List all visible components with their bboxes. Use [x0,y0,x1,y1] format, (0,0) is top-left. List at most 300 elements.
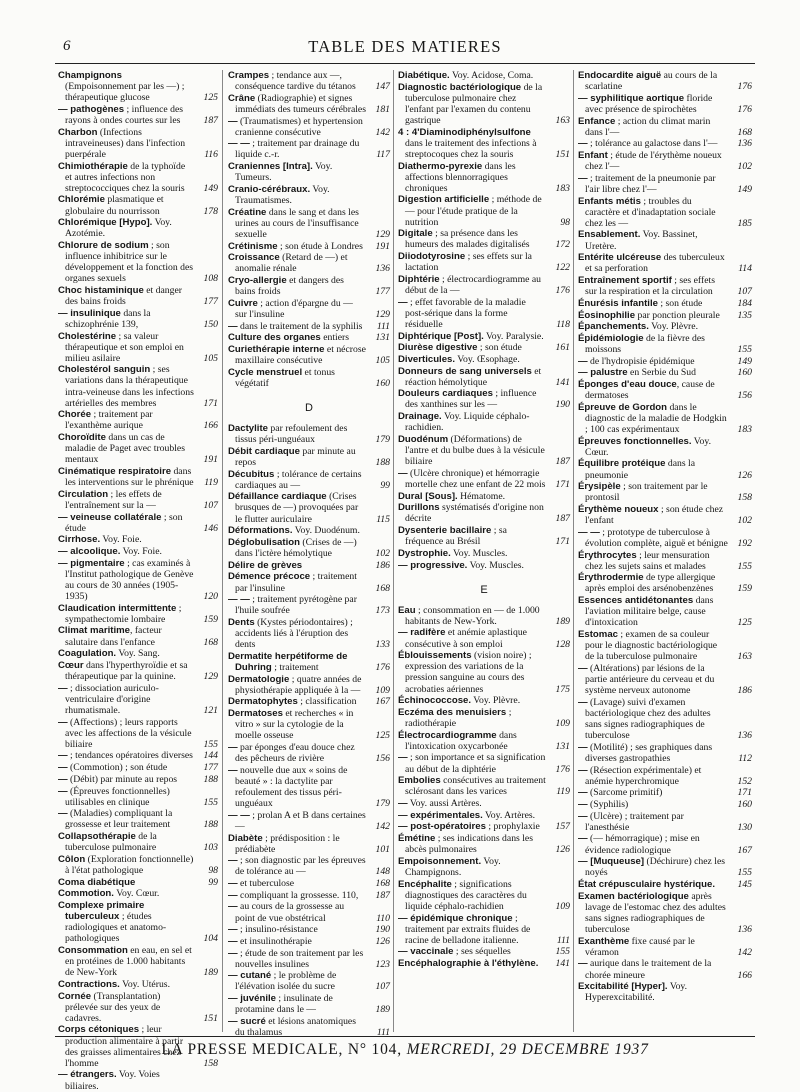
index-description: (Syphilis) [587,799,629,810]
index-entry [398,810,570,821]
index-term: Essences antidétonantes [578,595,694,607]
page-reference: 102 [737,161,752,173]
index-entry [578,833,752,855]
index-term: Excitabilité [Hyper]. [578,981,668,993]
page-reference: 176 [375,661,390,673]
index-entry [578,572,752,594]
index-entry [58,127,218,160]
index-entry [398,548,570,559]
page-reference: 167 [375,696,390,708]
index-description: (Ulcère) ; traitement par l'anesthésie [585,810,684,833]
index-term: Défaillance cardiaque [228,491,327,503]
index-description: de la tuberculose pulmonaire [65,831,157,854]
page-reference: 101 [375,843,390,855]
index-entry [578,936,752,958]
index-description: ; effet favorable de la maladie post-sérique dans la forme résiduelle [405,296,526,330]
page-reference: 175 [555,683,570,695]
page-reference: 136 [737,138,752,150]
page-reference: 142 [375,126,390,138]
index-entry [228,855,390,877]
page-reference: 158 [737,492,752,504]
index-description: Voy. aussi Artères. [407,798,482,810]
index-description: ; influence des xanthines sur les — [405,388,537,411]
index-term: Diagnostic bactériologique [398,81,522,93]
index-term: Dents [228,616,255,628]
index-term: Duodénum [398,433,449,445]
page-reference: 167 [737,844,752,856]
page-reference: 187 [375,889,390,901]
index-description: entiers [320,332,350,344]
index-description: Voy. Bassinet, Uretère. [585,229,698,252]
index-description: ; le problème de l'élévation isolée du sucre [235,970,337,993]
index-term: — sucré [228,1015,266,1027]
index-term: Empoisonnement. [398,855,482,867]
index-term: Délire de grèves [228,559,303,571]
index-column-4 [578,70,752,1032]
index-entry [58,240,218,284]
index-term: Cycle menstruel [228,366,303,378]
index-entry [578,436,752,458]
index-term: Dystrophie. [398,547,451,559]
index-description: (Crises de —) dans l'ictère hémolytique [235,536,357,560]
index-term: — [578,662,588,674]
index-description: plasmatique et globulaire du nourrisson [65,194,164,217]
index-term: — syphilitique aortique [578,92,685,104]
index-description: dans le sang et dans les urines au cours de l'insuffisance sexuelle [235,206,359,240]
index-term: — [228,947,238,959]
page-title: TABLE DES MATIERES [308,37,502,56]
index-term: — pigmentaire [58,557,125,569]
index-description: ; sa valeur thérapeutique et son emploi en milieu asilaire [65,330,184,364]
index-description: (Sarcome primitif) [587,787,663,799]
index-description: ; ses effets sur la lactation [405,251,532,274]
index-term: Énurésis infantile [578,297,658,309]
page-reference: 107 [375,981,390,993]
index-description: (Exploration fonctionnelle) à l'état pathologique [65,853,194,876]
page-reference: 123 [375,958,390,970]
index-term: — [578,833,588,845]
page-reference: 158 [203,1057,218,1069]
index-description: dans les interventions sur le phrénique [65,466,194,489]
index-term: — alcoolique. [58,546,121,558]
index-description: dans l'hyperthyroïdie et sa thérapeutique par la quinine. [65,659,188,683]
index-entry [398,605,570,627]
index-entry [228,948,390,970]
index-term: Érythème noueux [578,504,659,516]
index-entry [228,184,390,206]
index-description: Voy. Plèvre. [471,695,521,707]
page-reference: 128 [555,638,570,650]
index-entry [228,252,390,274]
index-term: Commotion. [58,888,114,900]
index-description: ; tolérance au galactose dans l'— [587,138,718,150]
index-description: et anémie aplastique consécutive à son emploi [405,627,527,650]
index-description: (Commotion) ; son étude [67,762,168,774]
index-term: Enfant [578,150,608,162]
page-reference: 98 [208,864,218,876]
index-entry [578,321,752,332]
index-description: Voy. Azotémie. [65,217,172,240]
index-entry [58,774,218,785]
index-term: Éblouissements [398,650,472,662]
index-description: (Maladies) compliquant la grossesse et leur traitement [65,808,173,831]
index-entry [578,150,752,172]
index-description: Voy. Foie. [120,546,162,558]
page-reference: 173 [375,605,390,617]
index-entry [398,388,570,410]
index-entry [58,648,218,659]
index-entry [228,890,390,901]
index-term: Enfance [578,115,616,127]
index-term: — insulinique [58,307,121,319]
index-term: Examen bactériologique [578,890,689,902]
page-reference: 181 [375,103,390,115]
index-description: Voy. Champignons. [405,855,501,878]
index-term: — [228,764,238,776]
index-term: Cinématique respiratoire [58,466,172,477]
index-term: Culture des organes [228,332,321,344]
index-entry [228,446,390,468]
page-reference: 102 [375,548,390,560]
index-description: ; influence des rayons à ondes courtes sur les [65,103,184,126]
index-term: Dermatophytes [228,696,298,708]
page-reference: 126 [737,469,752,481]
index-description: et tuberculose [237,878,295,890]
index-term: Encéphalographie à l'éthylène. [398,958,539,970]
index-entry [578,196,752,229]
index-column-1 [58,70,218,1092]
index-entry [578,367,752,378]
page-reference: 126 [555,844,570,856]
index-entry [58,808,218,830]
page-reference: 119 [556,786,570,798]
index-entry [228,469,390,491]
page-reference: 152 [737,775,752,787]
index-entry [398,331,570,342]
index-entry [398,468,570,490]
index-term: — cutané [228,970,272,982]
index-term: Craniennes [Intra]. [228,161,313,173]
page-reference: 183 [555,182,570,194]
index-term: — [Muqueuse] [578,856,645,868]
index-description: dans le diagnostic de la maladie de Hodgkin ; 100 cas expérimentaux [585,401,727,435]
index-entry [578,402,752,435]
index-description: par ponction pleurale [635,309,720,321]
index-entry [398,627,570,649]
page-reference: 141 [555,958,570,970]
index-term: Collapsothérapie [58,831,136,843]
index-term: Coagulation. [58,648,117,660]
page-reference: 171 [737,787,752,799]
index-term: Eczéma des menuisiers [398,706,507,718]
index-term: 4 : 4'Diaminodiphénylsulfone [398,126,531,138]
index-entry [578,252,752,274]
index-entry [398,228,570,250]
index-description: et recherches « in vitro » sur la cytologie de la moelle osseuse [235,708,354,742]
page-reference: 187 [555,513,570,525]
index-term: Consommation [58,945,128,956]
index-column-2 [228,70,390,1039]
index-entry [228,696,390,707]
index-term: — [398,296,408,308]
index-term: Érythrocytes [578,549,637,561]
page-reference: 189 [203,967,218,979]
index-term: Crampes [228,70,270,81]
index-description: ; son importance et sa signification au début de la diphtérie [405,752,546,775]
index-term: — [578,787,588,799]
index-entry [58,70,218,103]
index-description: (Lavage) suivi d'examen bactériologique chez des adultes sans signes radiographiques de tuberculose [585,696,711,742]
index-entry [58,762,218,773]
page-reference: 188 [375,456,390,468]
index-entry [228,708,390,741]
index-term: Démence précoce [228,571,311,583]
index-entry [58,660,218,682]
index-description: Voy. Hyperexcitabilité. [585,981,688,1004]
page-reference: 155 [555,946,570,958]
index-term: Exanthème [578,935,630,947]
index-term: — étrangers. [58,1069,117,1081]
page-reference: 168 [375,878,390,890]
index-entry [228,936,390,947]
page-reference: 168 [203,636,218,648]
index-entry [398,366,570,388]
index-description: Voy. Duodénum. [292,525,360,537]
page-reference: 188 [203,819,218,831]
index-description: ; son étude [65,511,183,534]
page-reference: 155 [737,867,752,879]
index-description: des tuberculeux et sa perforation [585,252,725,275]
page-reference: 186 [737,685,752,697]
index-entry [228,617,390,650]
page-reference: 171 [203,397,218,409]
index-description: de type allergique après emploi des arsénobenzènes [585,572,716,595]
index-term: Ensablement. [578,229,641,241]
index-description: (Empoisonnement par les —) ; thérapeutique glucose [65,81,185,104]
index-entry [58,717,218,750]
page-reference: 168 [375,582,390,594]
index-entry [398,411,570,433]
index-term: Climat maritime [58,625,130,637]
index-term: Corps cétoniques [58,1024,140,1036]
index-description: (Épreuves fonctionnelles) utilisables en clinique [65,785,170,808]
index-description: ; traitement [271,661,319,673]
index-term: — [578,810,588,822]
index-entry [398,297,570,330]
index-entry [578,891,752,935]
index-description: Voy. Muscles. [467,559,524,571]
index-description: ; action du climat marin dans l'— [585,115,711,138]
page-reference: 189 [555,615,570,627]
index-description: dans l'aviation militaire belge, cause d'intoxication [585,595,714,629]
index-term: — — [228,809,250,821]
index-entry [578,629,752,662]
index-entry [228,491,390,524]
index-description: ; son traitement par le prontosil [585,481,708,504]
index-term: — [578,741,588,753]
index-term: Éosinophilie [578,309,636,321]
index-entry [228,537,390,559]
index-term: — — [228,594,250,606]
index-description: ; traitement de la pneumonie par l'air libre chez l'— [585,172,716,195]
index-entry [228,810,390,832]
index-term: — [58,682,68,694]
page-reference: 133 [375,639,390,651]
index-term: — [578,355,588,367]
index-description: (Débit) par minute au repos [67,773,178,785]
index-term: Cirrhose. [58,534,101,546]
page-number: 6 [63,38,71,54]
page-reference: 125 [737,617,752,629]
index-description: (vision noire) ; expression des variations de la pression sanguine au cours des acrobaties aériennes [405,650,532,695]
page-reference: 159 [737,583,752,595]
index-entry [58,489,218,511]
index-description: systématisés d'origine non décrite [405,502,544,525]
index-entry [578,663,752,696]
index-term: — [228,741,238,753]
page-reference: 176 [737,81,752,93]
index-entry [228,594,390,616]
index-entry [58,409,218,431]
index-term: Complexe primaire tuberculeux [58,900,145,923]
index-entry [398,82,570,126]
index-description: ; prolan A et B dans certaines — [235,809,366,832]
index-description: Voy. Œsophage. [455,353,520,365]
index-entry [398,798,570,809]
index-entry [578,879,752,890]
index-term: Douleurs cardiaques [398,388,493,400]
index-term: Diabétique. [398,70,450,81]
index-entry [228,993,390,1015]
index-description: ; électrocardiogramme au début de la — [405,273,541,296]
index-description: dans la pneumonie [585,458,696,481]
page-header [55,36,755,58]
index-description: par refoulement des tissus péri-unguéaux [235,423,348,446]
index-entry [228,367,390,389]
index-term: Émétine [398,833,436,845]
index-description: (Traumatismes) et hypertension cranienne consécutive [235,115,363,138]
page-reference: 187 [555,456,570,468]
page-reference: 142 [375,820,390,832]
index-description: de la typhoïde et autres infections non streptococciques chez la souris [65,160,186,194]
index-entry [398,342,570,353]
index-entry [228,765,390,809]
page-reference: 129 [375,228,390,240]
index-term: — [58,785,68,797]
index-entry [578,856,752,878]
index-entry [398,650,570,694]
index-term: Crétinisme [228,240,278,252]
index-description: et insulinothérapie [237,935,312,947]
index-term: Dysenterie bacillaire [398,525,492,537]
index-term: — veineuse collatérale [58,511,162,523]
index-description: et réaction hémolytique [405,365,542,388]
index-entry [228,207,390,240]
index-description: (Déchirure) chez les noyés [585,856,726,879]
index-term: Champignons [58,70,122,81]
page-reference: 148 [375,866,390,878]
index-term: Cranio-cérébraux. [228,183,311,195]
index-entry [228,560,390,571]
index-entry [228,924,390,935]
index-entry [578,697,752,741]
index-description: (Infections intraveineuses) dans l'infection puerpérale [65,126,186,160]
index-entry [58,854,218,876]
index-entry [578,799,752,810]
page-reference: 188 [203,773,218,785]
index-entry [228,571,390,593]
index-description: ; prédisposition : le prédiabète [235,832,340,855]
index-entry [578,527,752,549]
index-entry [228,241,390,252]
page-reference: 187 [203,114,218,126]
index-entry [58,625,218,647]
index-term: Chimiothérapie [58,160,128,172]
index-term: — [578,958,588,970]
index-term: Épidémiologie [578,332,644,344]
index-description: dans les affections blennorragiques chroniques [405,160,516,194]
index-term: Éponges d'eau douce [578,379,677,391]
index-entry [398,946,570,957]
index-term: Chlorémie [58,194,105,206]
index-entry [58,217,218,239]
index-description: ; sa fréquence au Brésil [405,525,507,548]
index-term: Enfants métis [578,195,641,207]
index-entry [578,116,752,138]
index-description: Voy. Traumatismes. [235,183,330,206]
page-reference: 102 [737,515,752,527]
index-entry [228,70,390,92]
index-term: Diverticules. [398,353,456,365]
index-description: (Résection expérimentale) et anémie hyperchromique [585,764,702,787]
page-reference: 98 [560,216,570,228]
index-entry [58,285,218,307]
index-term: — [228,889,238,901]
page-reference: 116 [204,148,218,160]
index-description: et dangers des bains froids [235,275,344,298]
index-term: Embolies [398,775,441,787]
index-description: ; étude de son traitement par les nouvelles insulines [235,947,364,970]
index-entry [578,981,752,1003]
index-entry [398,525,570,547]
header-rule [55,63,755,64]
index-description: Voy. Plèvre. [648,321,698,333]
index-entry [578,787,752,798]
index-description: ; traitement par extraits fluides de racine de belladone italienne. [405,912,531,946]
index-term: Déformations. [228,525,293,537]
page-reference: 105 [375,355,390,367]
page-reference: 186 [375,559,390,571]
index-entry [58,161,218,194]
index-description: Voy. Paralysie. [483,330,544,342]
page-reference: 118 [556,318,570,330]
index-term: — [58,762,68,774]
index-column-3 [398,70,570,1032]
page-reference: 149 [203,182,218,194]
page-reference: 130 [737,821,752,833]
index-description: ; méthode de — pour l'étude pratique de la nutrition [405,194,542,228]
index-term: Coma diabétique [58,876,136,888]
index-description: ; sympathectomie lombaire [65,602,182,625]
page-reference: 171 [555,536,570,548]
index-term: Diiodotyrosine [398,251,466,263]
page-reference: 191 [203,454,218,466]
index-description: , facteur salutaire dans l'enfance [65,625,162,648]
index-term: — [578,799,588,810]
index-description: dans le traitement des infections à streptocoques chez la souris [405,137,537,160]
index-entry [58,558,218,602]
index-entry [398,730,570,752]
